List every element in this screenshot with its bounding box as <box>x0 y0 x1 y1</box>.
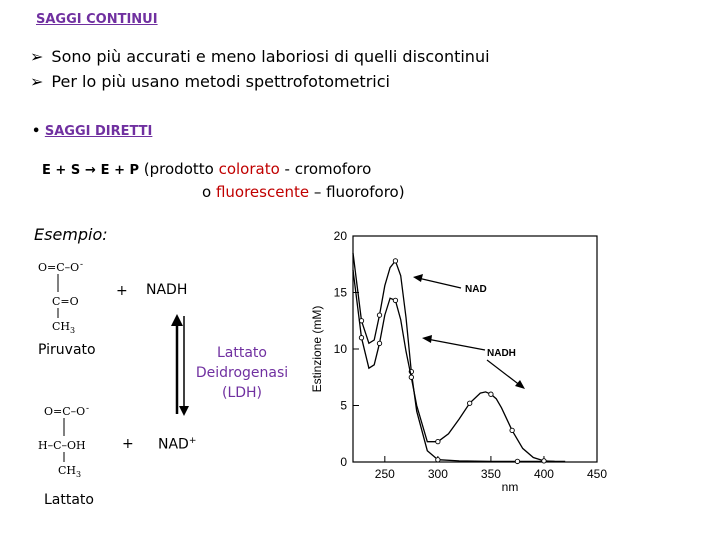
lactate-mid: H–C–OH <box>38 439 86 452</box>
x-axis-label: nm <box>501 480 519 494</box>
x-tick-label: 250 <box>374 467 395 481</box>
x-tick-label: 300 <box>427 467 448 481</box>
bullet-text: Per lo più usano metodi spettrofotometrici <box>51 72 390 91</box>
data-point <box>436 458 440 462</box>
subsection-label: SAGGI DIRETTI <box>44 124 153 139</box>
data-point <box>467 401 471 405</box>
enzyme-line: Lattato <box>217 345 267 361</box>
pyruvate-bottom: $CH_3$ <box>52 320 76 334</box>
y-tick-label: 0 <box>340 455 347 469</box>
data-point <box>489 392 493 396</box>
y-tick-label: 10 <box>333 342 347 356</box>
data-point <box>409 375 413 379</box>
data-point <box>436 439 440 443</box>
data-point <box>359 336 363 340</box>
data-point <box>393 259 397 263</box>
equation-fluorescente: fluorescente <box>215 183 310 201</box>
pyruvate-top-charge: - <box>80 260 84 270</box>
data-point <box>377 341 381 345</box>
bullet-item <box>30 47 490 66</box>
reaction-equation <box>42 160 371 178</box>
equilibrium-arrows-icon <box>168 312 192 418</box>
x-tick-label: 400 <box>533 467 554 481</box>
annotation-nadh: NADH <box>487 348 516 359</box>
data-point <box>510 428 514 432</box>
enzyme-label <box>190 343 294 403</box>
equation-line2-prefix: o <box>202 183 216 201</box>
arrowhead-bullet-icon: ➢ <box>30 72 44 91</box>
lactate-structure <box>32 404 108 480</box>
data-point <box>393 298 397 302</box>
pyruvate-mid: C=O <box>52 295 79 308</box>
y-axis-label: Estinzione (mM) <box>310 305 324 393</box>
enzyme-line: Deidrogenasi <box>195 365 289 381</box>
lactate-top-charge: - <box>86 404 90 414</box>
data-point <box>377 313 381 317</box>
y-tick-label: 15 <box>333 285 347 300</box>
arrowhead-bullet-icon: ➢ <box>30 47 44 66</box>
enzyme-line: (LDH) <box>221 385 263 401</box>
equation-colorato: colorato <box>218 160 280 178</box>
arrow-icon: → <box>84 163 96 178</box>
bullet-text: Sono più accurati e meno laboriosi di quelli discontinui <box>51 47 490 66</box>
nad-label: NAD+ <box>158 436 197 453</box>
example-label: Esempio: <box>34 225 108 244</box>
pyruvate-label: Piruvato <box>38 342 96 358</box>
y-tick-label: 20 <box>333 229 347 243</box>
plus-sign: + <box>116 283 128 299</box>
lactate-bottom: $CH_3$ <box>58 464 82 479</box>
equation-lhs: E + S <box>42 163 81 178</box>
nadh-label: NADH <box>146 282 188 298</box>
equation-rhs: E + P <box>100 163 140 178</box>
data-point <box>515 459 519 463</box>
lactate-label: Lattato <box>44 492 94 508</box>
page-title: SAGGI CONTINUI <box>36 12 158 27</box>
data-point <box>542 459 546 463</box>
equation-note-mid: - cromoforo <box>279 160 372 178</box>
x-tick-label: 450 <box>586 467 608 481</box>
annotation-nad: NAD <box>465 284 487 295</box>
equation-note-open: (prodotto <box>143 160 219 178</box>
reaction-equation-line2 <box>202 183 405 201</box>
subsection-heading <box>32 124 152 139</box>
dot-bullet: • <box>32 124 41 139</box>
lactate-top: O=C–O <box>44 405 86 418</box>
pyruvate-top: O=C–O <box>38 261 80 274</box>
x-tick-label: 350 <box>480 467 501 481</box>
bullet-item <box>30 72 390 91</box>
y-tick-label: 5 <box>340 398 347 413</box>
absorption-spectrum-chart <box>305 226 683 496</box>
plus-sign: + <box>122 436 134 452</box>
equation-line2-suffix: – fluoroforo) <box>309 183 405 201</box>
pyruvate-structure <box>32 260 102 334</box>
